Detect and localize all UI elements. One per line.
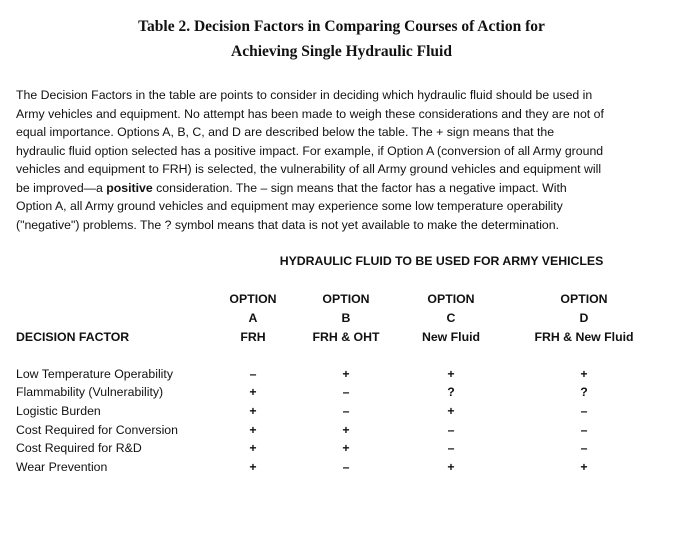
column-option-letter: B (341, 311, 351, 325)
positive-emphasis: positive (106, 180, 153, 195)
column-option-letter: D (579, 311, 589, 325)
factor-label: Flammability (Vulnerability) (16, 385, 164, 399)
column-header-a (213, 290, 293, 347)
intro-line (16, 179, 676, 198)
column-fluid-label: FRH (240, 330, 266, 344)
factor-label: Cost Required for R&D (16, 441, 142, 455)
cell-value: + (447, 460, 455, 474)
intro-text: be improved—a (16, 180, 107, 195)
column-option-label: OPTION (427, 292, 475, 306)
cell-value: + (580, 367, 588, 381)
cell-value: + (249, 441, 257, 455)
cell-value: – (580, 441, 588, 455)
intro-line: vehicles and equipment to FRH) is selected, the vulnerability of all Army ground vehicles and equipment will (16, 162, 602, 176)
decision-factor-header: DECISION FACTOR (16, 330, 130, 344)
intro-paragraph (16, 86, 676, 234)
cell-value: + (342, 423, 350, 437)
cell-value: + (249, 423, 257, 437)
table-title-line-2: Achieving Single Hydraulic Fluid (231, 43, 452, 60)
cell-value: – (249, 367, 257, 381)
cell-value: + (249, 460, 257, 474)
table-title-line-1: Table 2. Decision Factors in Comparing Courses of Action for (138, 18, 545, 35)
cell-value: + (447, 404, 455, 418)
column-header-b (296, 290, 396, 347)
column-option-label: OPTION (229, 292, 277, 306)
table-heading: HYDRAULIC FLUID TO BE USED FOR ARMY VEHICLES (279, 254, 604, 268)
intro-line: hydraulic fluid option selected has a positive impact. For example, if Option A (conversion of all Army ground (16, 143, 604, 158)
column-option-letter: C (446, 311, 456, 325)
column-header-d (519, 290, 649, 347)
factor-label: Wear Prevention (16, 460, 108, 474)
cell-value: – (342, 404, 350, 418)
cell-value: + (447, 367, 455, 381)
cell-value: ? (580, 385, 588, 399)
cell-value: + (249, 404, 257, 418)
cell-value: – (342, 385, 350, 399)
factor-label: Logistic Burden (16, 404, 101, 418)
cell-value: – (447, 441, 455, 455)
factor-label: Cost Required for Conversion (16, 423, 178, 437)
column-fluid-label: FRH & New Fluid (534, 330, 634, 344)
column-option-letter: A (248, 311, 258, 325)
cell-value: ? (447, 385, 455, 399)
column-header-c (401, 290, 501, 347)
column-option-label: OPTION (322, 292, 370, 306)
cell-value: – (447, 423, 455, 437)
column-fluid-label: New Fluid (421, 330, 481, 344)
cell-value: – (580, 404, 588, 418)
intro-line: The Decision Factors in the table are points to consider in deciding which hydraulic fluid should be used in (16, 88, 593, 102)
intro-line: Army vehicles and equipment. No attempt has been made to weigh these considerations and they are not of (16, 106, 604, 121)
factor-label: Low Temperature Operability (16, 367, 173, 381)
column-option-label: OPTION (560, 292, 608, 306)
intro-text: consideration. The – sign means that the factor has a negative impact. With (152, 180, 567, 195)
intro-line: Option A, all Army ground vehicles and equipment may experience some low temperature operability (16, 199, 563, 213)
column-fluid-label: FRH & OHT (312, 330, 380, 344)
cell-value: + (342, 441, 350, 455)
cell-value: + (342, 367, 350, 381)
cell-value: + (580, 460, 588, 474)
intro-line: ("negative") problems. The ? symbol means that data is not yet available to make the determination. (16, 217, 560, 232)
cell-value: – (580, 423, 588, 437)
intro-line: equal importance. Options A, B, C, and D are described below the table. The + sign means that the (16, 125, 555, 139)
cell-value: + (249, 385, 257, 399)
cell-value: – (342, 460, 350, 474)
